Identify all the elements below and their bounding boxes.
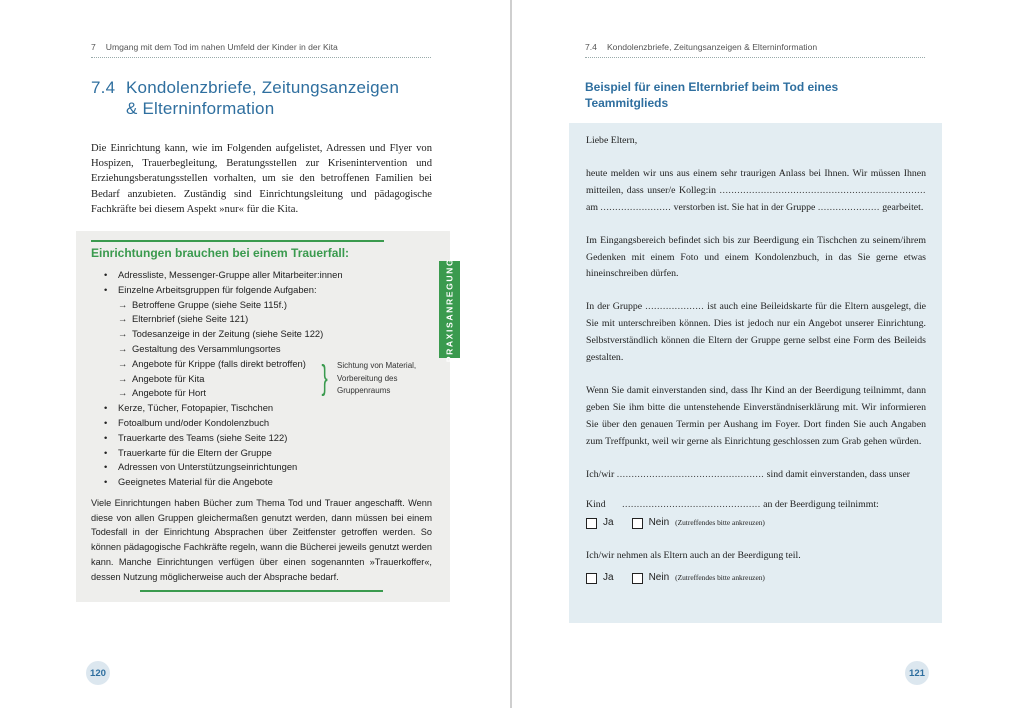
arrow-icon: →	[118, 298, 128, 310]
list-item: → Betroffene Gruppe (siehe Seite 115f.)	[104, 298, 343, 313]
list-item: → Elternbrief (siehe Seite 121)	[104, 312, 343, 327]
running-head-title: Kondolenzbriefe, Zeitungsanzeigen & Elterninformation	[606, 42, 818, 52]
arrow-icon: →	[118, 313, 128, 325]
section-title	[91, 77, 399, 119]
list-item: → Todesanzeige in der Zeitung (siehe Seite 122)	[104, 327, 343, 342]
list-item: • Adressen von Unterstützungseinrichtungen	[104, 461, 298, 473]
fill-in-line: ..................................................	[616, 468, 765, 480]
list-item: → Angebote für Krippe (falls direkt betroffen)	[104, 357, 343, 372]
running-head-number: 7.4	[585, 42, 597, 52]
running-head-rule	[91, 57, 431, 58]
fill-in-line: ....................	[645, 301, 705, 313]
arrow-icon: →	[118, 387, 128, 399]
consent-line-1: Ich/wir .................................................. sind damit einverstanden, dass unser	[586, 468, 911, 480]
list-item: • Geeignetes Material für die Angebote	[104, 476, 273, 488]
fill-in-line: ......................................................................	[719, 184, 926, 196]
letter-salutation: Liebe Eltern,	[586, 135, 638, 146]
section-title-line1: Kondolenzbriefe, Zeitungsanzeigen	[126, 78, 400, 97]
consent-line-3: Ich/wir nehmen als Eltern auch an der Beerdigung teil.	[586, 550, 801, 562]
section-number: 7.4	[91, 78, 116, 97]
list-item: • Kerze, Tücher, Fotopapier, Tischchen	[104, 402, 274, 414]
page-number-left: 120	[86, 661, 110, 685]
box-top-rule	[91, 240, 384, 242]
intro-paragraph: Die Einrichtung kann, wie im Folgenden aufgelistet, Adressen und Flyer von Hospizen, Trauerbegleitung, Beratungsstellen zur Krisenintervention und Erziehungsberatungsstellen vorhalten, um sie den betroffenen Familien bei Bedarf anzubieten. Zuständig sind Einrichtungsleitung und pädagogische Fachkräfte bei diesem Aspekt »nur« für die Kita.	[91, 143, 432, 215]
arrow-icon: →	[118, 372, 128, 384]
running-head-left	[91, 42, 338, 52]
requirements-list	[104, 268, 343, 490]
yes-checkbox[interactable]	[586, 573, 597, 584]
yes-checkbox[interactable]	[586, 518, 597, 529]
page-number-right: 121	[905, 661, 929, 685]
list-item: → Angebote für Hort	[104, 386, 343, 401]
parent-letter	[586, 133, 926, 587]
list-item: • Fotoalbum und/oder Kondolenzbuch	[104, 416, 270, 428]
consent-checkboxes-child: Ja Nein (Zutreffendes bitte ankreuzen)	[586, 515, 926, 532]
no-checkbox[interactable]	[632, 518, 643, 529]
fill-in-line: ...............................................	[622, 498, 761, 510]
arrow-icon: →	[118, 357, 128, 369]
fill-in-line: .....................	[817, 201, 880, 213]
arrow-icon: →	[118, 342, 128, 354]
list-item: • Einzelne Arbeitsgruppen für folgende Aufgaben:	[104, 283, 317, 295]
example-title: Beispiel für einen Elternbrief beim Tod eines Teammitglieds	[585, 80, 839, 110]
running-head-number: 7	[91, 42, 96, 52]
section-title-line2: & Elterninformation	[126, 99, 275, 118]
letter-paragraph: Wenn Sie damit einverstanden sind, dass Ihr Kind an der Beerdigung teilnimmt, dann geben Sie ihm bitte die untenstehende Einverständniserklärung mit. Wir informieren Sie über den genauen Termin per Aushang im Foyer. Dort finden Sie auch Angaben zum Treffpunkt, weil wir gerne als Einrichtung geschlossen zum Grab gehen würden.	[586, 384, 926, 447]
list-item: → Gestaltung des Versammlungsortes	[104, 342, 343, 357]
practice-box-paragraph: Viele Einrichtungen haben Bücher zum Thema Tod und Trauer angeschafft. Wenn diese von allen Gruppen gleichermaßen genutzt werden, dann müssen bei einem Todesfall in der Einrichtung Absprachen über Zeitfenster getroffen werden. So können pädagogische Fachkräfte regeln, wann die Bücherei jeweils genutzt werden kann. Manche Einrichtungen verfügen über einen sogenannten »Trauerkoffer«, dessen Nutzung möglicherweise auch der Absprache bedarf.	[91, 498, 432, 582]
no-checkbox[interactable]	[632, 573, 643, 584]
arrow-icon: →	[118, 328, 128, 340]
list-item: • Trauerkarte des Teams (siehe Seite 122)	[104, 431, 288, 443]
practice-side-tab: PRAXISANREGUNG	[439, 261, 460, 358]
brace-note: Sichtung von Material, Vorbereitung des Gruppenraums	[337, 361, 417, 395]
letter-paragraph: In der Gruppe .................... ist auch eine Beileidskarte für die Eltern ausgelegt, die Sie mit unterschreiben können. Dies ist jedoch nur ein Angebot unserer Einrichtung. Selbstverständlich können die Eltern der Gruppe gerne selbst eine Form des Beileids gestalten.	[586, 301, 927, 364]
list-item: → Angebote für Kita	[104, 372, 343, 387]
running-head-rule	[585, 57, 925, 58]
consent-checkboxes-parents: Ja Nein (Zutreffendes bitte ankreuzen)	[586, 570, 926, 587]
box-bottom-rule	[140, 590, 383, 592]
letter-paragraph: Im Eingangsbereich befindet sich bis zur Beerdigung ein Tischchen zu seinem/ihrem Gedenken mit einem Foto und einem Kondolenzbuch, in das Sie gerne etwas hineinschreiben dürfen.	[586, 234, 926, 280]
list-item: • Trauerkarte für die Eltern der Gruppe	[104, 446, 272, 458]
practice-box-title: Einrichtungen brauchen bei einem Trauerfall:	[91, 246, 350, 260]
running-head-title: Umgang mit dem Tod im nahen Umfeld der Kinder in der Kita	[105, 42, 338, 52]
letter-paragraph: heute melden wir uns aus einem sehr traurigen Anlass bei Ihnen. Wir müssen Ihnen mitteilen, dass unser/e Kolleg:in ...................................................................... am ........................ verstorben ist. Sie hat in der Gruppe ..................... gearbeitet.	[586, 167, 926, 213]
consent-line-2: Kind ............................................... an der Beerdigung teilnimmt:	[586, 498, 879, 510]
brace-icon: }	[321, 359, 328, 397]
running-head-right	[585, 42, 817, 52]
fill-in-line: ........................	[600, 201, 672, 213]
list-item: • Adressliste, Messenger-Gruppe aller Mitarbeiter:innen	[104, 269, 343, 280]
